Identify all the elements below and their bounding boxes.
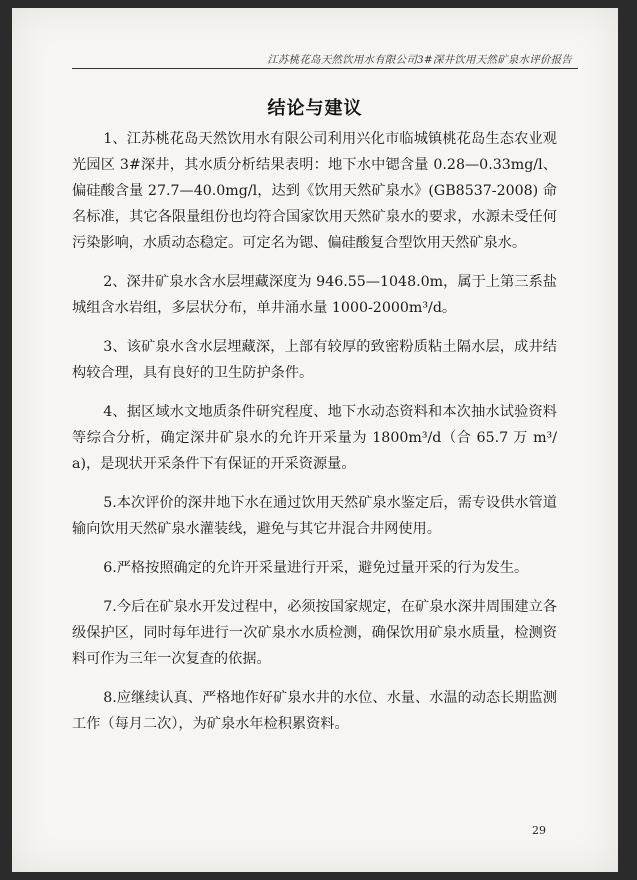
document-page xyxy=(12,8,618,872)
conclusion-paragraph-7: 7.今后在矿泉水开发过程中，必须按国家规定，在矿泉水深井周围建立各级保护区，同时每年进行一次矿泉水水质检测，确保饮用矿泉水质量，检测资料可作为三年一次复查的依据。 xyxy=(72,599,557,667)
running-header: 江苏桃花岛天然饮用水有限公司3#深井饮用天然矿泉水评价报告 xyxy=(267,54,572,66)
page-number: 29 xyxy=(532,824,546,837)
conclusion-paragraph-3: 3、该矿泉水含水层埋藏深，上部有较厚的致密粉质粘土隔水层，成井结构较合理，具有良好的卫生防护条件。 xyxy=(72,339,557,381)
conclusion-paragraph-1: 1、江苏桃花岛天然饮用水有限公司利用兴化市临城镇桃花岛生态农业观光园区 3#深井，其水质分析结果表明：地下水中锶含量 0.28—0.33mg/l、偏硅酸含量 27.7—40.0mg/l，达到《饮用天然矿泉水》(GB8537-2008) 命名标准，其它各限量组份也均符合国家饮用天然矿泉水的要求，水源未受任何污染影响，水质动态稳定。可定名为锶、偏硅酸复合型饮用天然矿泉水。 xyxy=(72,131,557,251)
conclusion-paragraph-4: 4、据区域水文地质条件研究程度、地下水动态资料和本次抽水试验资料等综合分析，确定深井矿泉水的允许开采量为 1800m³/d（合 65.7 万 m³/a)，是现状开采条件下有保证的开采资源量。 xyxy=(72,404,557,472)
conclusion-paragraph-2: 2、深井矿泉水含水层埋藏深度为 946.55—1048.0m，属于上第三系盐城组含水岩组，多层状分布，单井涌水量 1000-2000m³/d。 xyxy=(72,274,557,316)
document-body xyxy=(72,126,557,750)
conclusion-paragraph-5: 5.本次评价的深井地下水在通过饮用天然矿泉水鉴定后，需专设供水管道输向饮用天然矿泉水灌装线，避免与其它井混合井网使用。 xyxy=(72,495,557,537)
conclusion-paragraph-8: 8.应继续认真、严格地作好矿泉水井的水位、水量、水温的动态长期监测工作（每月二次），为矿泉水年检积累资料。 xyxy=(72,690,557,732)
conclusion-paragraph-6: 6.严格按照确定的允许开采量进行开采，避免过量开采的行为发生。 xyxy=(103,560,529,576)
header-rule xyxy=(72,68,578,69)
section-heading: 结论与建议 xyxy=(267,98,363,119)
